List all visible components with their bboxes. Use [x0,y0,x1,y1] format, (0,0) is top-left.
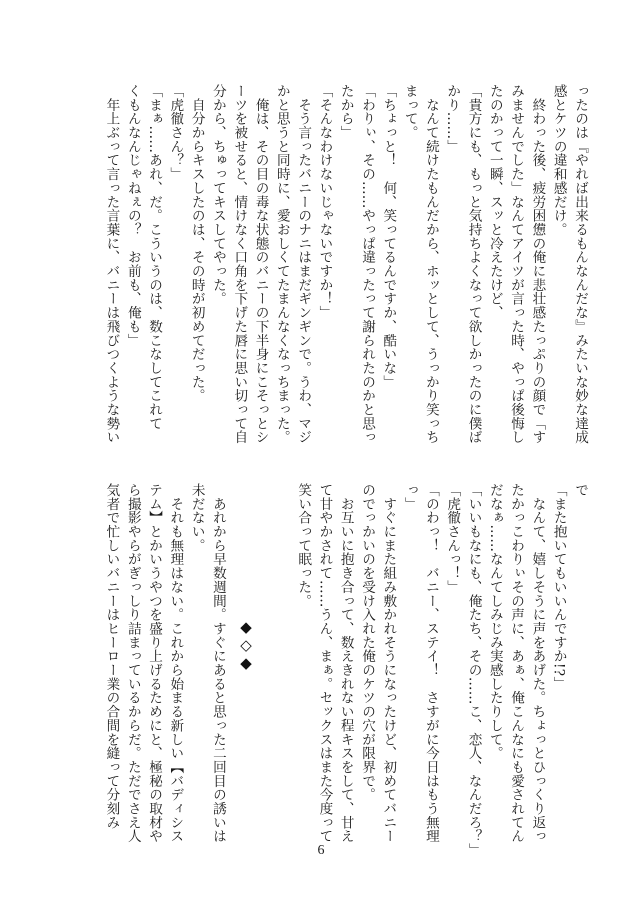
text-column: 感とケツの違和感だけ。 [550,84,567,237]
text-column: 「虎徹さんっ！」 [444,483,461,594]
text-column: 「また抱いてもいいんですか!?」 [550,483,567,691]
text-column: 「のわっ！ バニー、ステイ！ さすがに今日はもう無理 [422,483,439,844]
text-column: 「いいもなにも、俺たち、その……こ、恋人、なんだろ？」 [465,483,482,857]
text-column: かと思うと同時に、愛おしくてたまんなくなっちまった。 [273,84,290,445]
text-column: それも無理はない。これから始まる新しい【バディシス [167,483,184,844]
text-column: のでっかいのを受け入れた俺のケツの穴が限界で。 [359,483,376,802]
text-column: 「わりぃ、その……やっぱ違ったって謝られたのかと思っ [359,84,376,445]
text-column: 「虎徹さん？」 [167,84,184,181]
text-column [249,483,270,838]
text-column: ら撮影やらがぎっしり詰まっているからだ。ただでさえ人 [124,483,141,844]
text-column: っ」 [401,483,418,511]
text-block-upper [103,84,590,445]
text-column: なんて続けたもんだから、ホッとして、うっかり笑っち [422,84,439,445]
text-column: 年上ぶって言った言葉に、バニーは飛びつくような勢い [103,84,120,445]
text-column: で [572,483,588,497]
text-column: だなぁ……なんてしみじみ実感したりして。 [486,483,503,760]
text-column: 「ちょっと！ 何、笑ってるんですか、酷いな」 [380,84,397,389]
text-column: くもんなんじゃねぇの？ お前も、俺も」 [124,84,141,348]
text-column: あれから早数週間。すぐにあると思った二回目の誘いは [209,483,226,844]
text-column: まって。 [401,84,418,140]
text-column: 笑い合って眠った。 [295,483,312,608]
text-column: なんて、嬉しそうに声をあげた。ちょっとひっくり返っ [529,483,546,844]
text-column: お互いに抱き合って、数えきれない程キスをして、甘え [337,483,354,844]
text-column: 未だない。 [188,483,205,553]
text-column: 自分からキスしたのは、その時が初めてだった。 [188,84,205,403]
text-column: すぐにまた組み敷かれそうになったけど、初めてバニー [380,483,397,844]
text-column: たのかって一瞬、スッと冷えたけど、 [486,84,503,320]
text-column: て甘やかされて……うん、まぁ。セックスはまた今度って [316,483,333,844]
text-column: かり……」 [444,84,461,154]
text-block-lower [103,483,590,857]
text-column: 俺は、その目の毒な状態のバニーの下半身にこそっとシ [252,84,269,445]
text-column [271,483,292,838]
text-column: 終わった後、疲労困憊の俺に悲壮感たっぷりの顔で「す [529,84,546,445]
text-column: ったのは『やれば出来るもんなんだな』みたいな妙な達成 [572,84,588,445]
text-column: 「貴方にも、もっと気持ちよくなって欲しかったのに僕ば [465,84,482,445]
text-column: そう言ったバニーのナニはまだギンギンで。うわ、マジ [295,84,312,445]
scene-break-separator: ◆◇◆ [237,618,255,672]
text-column: 「そんなわけないじゃないですか！」 [316,84,333,320]
page-number: 6 [317,843,325,858]
text-column: みませんでした」なんてアイツが言った時、やっぱ後悔し [508,84,525,445]
text-column: ーツを被せると、情けなく口角を下げた唇に思い切って自 [231,84,248,445]
text-column: テム】とかいうやつを盛り上げるためにと、極秘の取材や [146,483,163,844]
text-column: たかっこわりぃその声に、あぁ、俺こんなにも愛されてん [508,483,525,844]
text-column [228,483,249,838]
text-column: 「まぁ……あれ、だ。こういうのは、数こなしてこれて [146,84,163,431]
text-column: 気者で忙しいバニーはヒーロー業の合間を縫って分刻み [103,483,120,830]
text-column: 分から、ちゅってキスしてやった。 [209,84,226,306]
text-column: たから」 [337,84,354,140]
